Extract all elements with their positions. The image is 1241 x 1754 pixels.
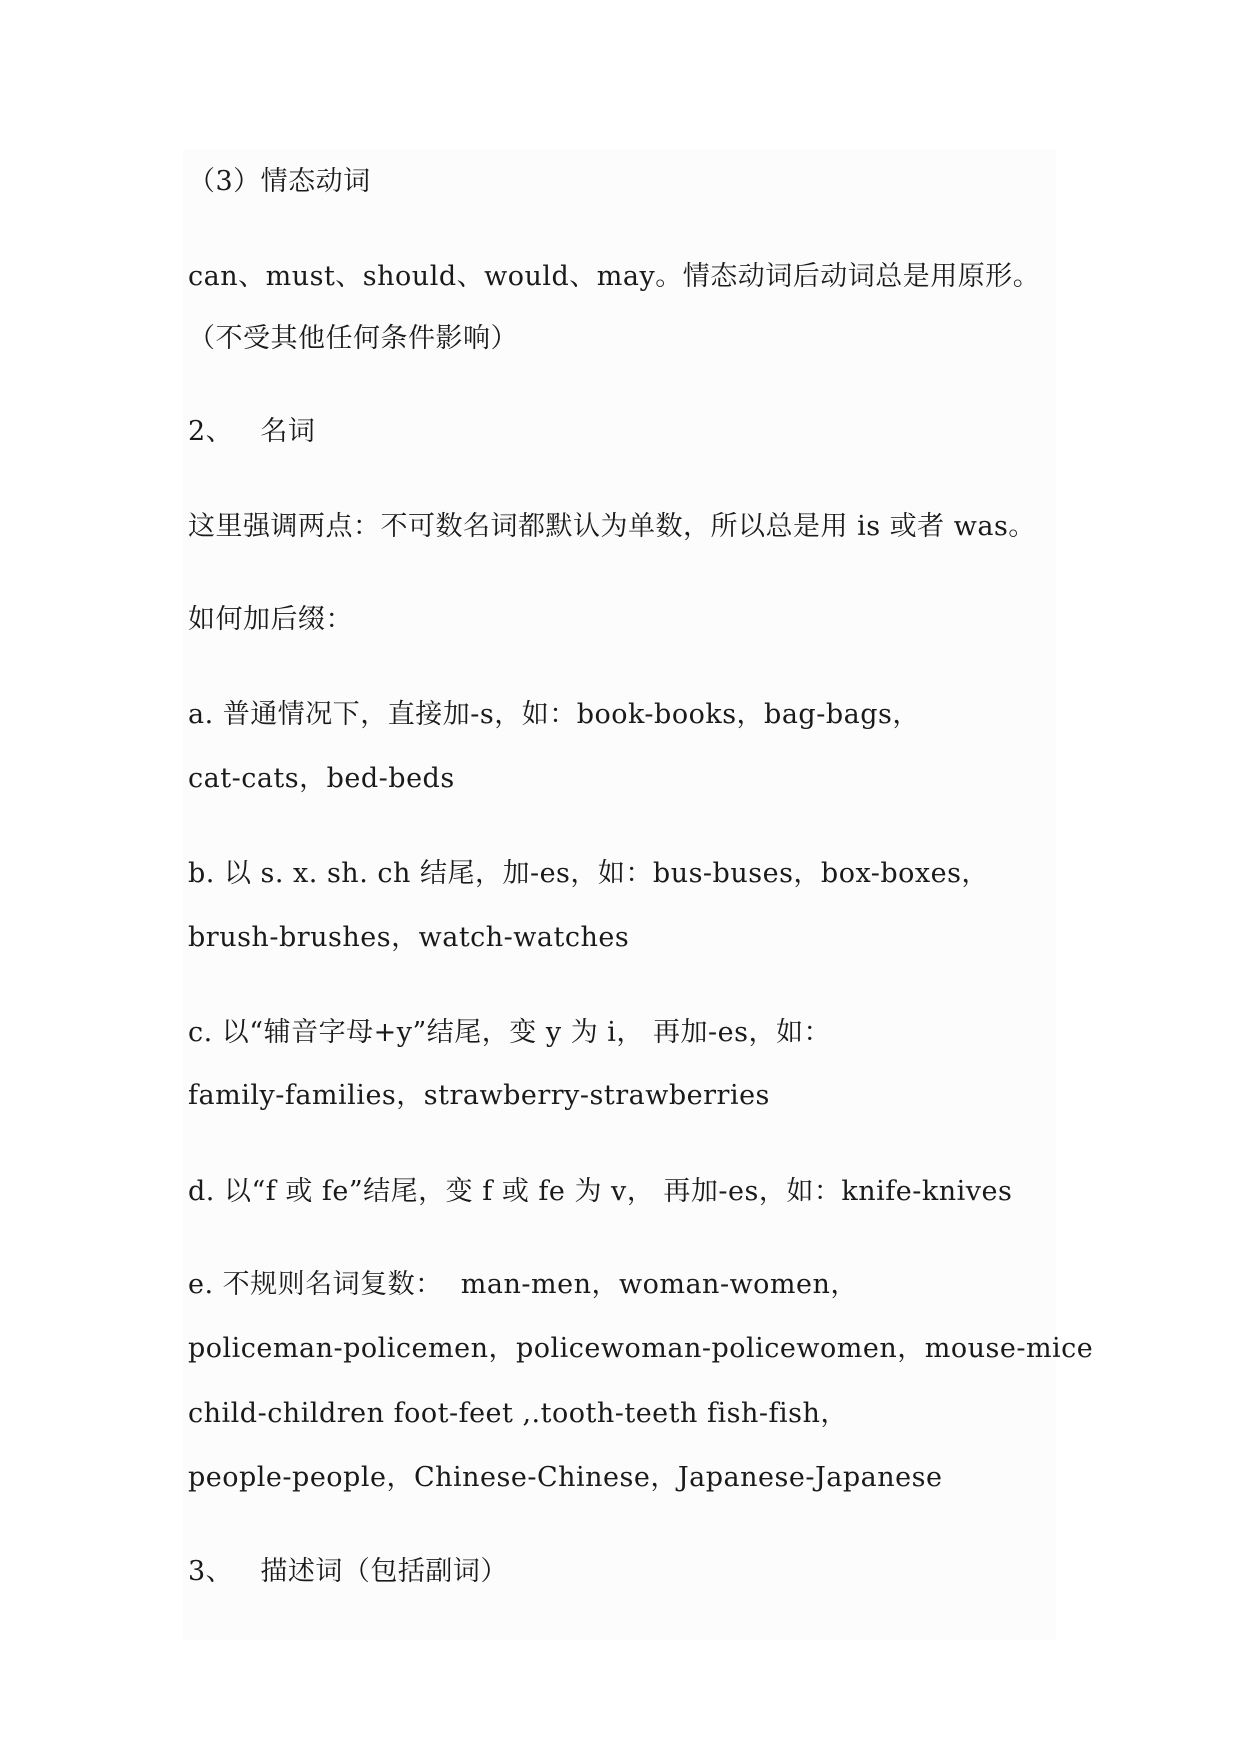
noun-note: 这里强调两点：不可数名词都默认为单数，所以总是用 is 或者 was。 [188,511,1036,542]
section-heading-descriptors: 3、 描述词（包括副词） [188,1556,508,1587]
section-heading-nouns: 2、 名词 [188,416,316,447]
rule-c-line: c. 以“辅音字母+y”结尾，变 y 为 i， 再加-es，如： [188,1017,831,1048]
rule-e-examples-3: people-people，Chinese-Chinese，Japanese-Japanese [188,1462,943,1493]
rule-e-examples-2: child-children foot-feet ,.tooth-teeth fish-fish， [188,1398,848,1429]
modal-verbs-line: can、must、should、would、may。情态动词后动词总是用原形。 [188,261,1041,292]
rule-b-examples: brush-brushes，watch-watches [188,922,630,953]
rule-e-examples-1: policeman-policemen，policewoman-policewomen，mouse-mice [188,1333,1094,1364]
rule-a-examples: cat-cats，bed-beds [188,763,455,794]
section-heading-modal-verbs: （3）情态动词 [188,166,371,197]
modal-verbs-note: （不受其他任何条件影响） [188,323,518,354]
rule-a-line: a. 普通情况下，直接加-s，如：book-books，bag-bags， [188,699,920,730]
rule-c-examples: family-families，strawberry-strawberries [188,1080,770,1111]
rule-e-line: e. 不规则名词复数： man-men，woman-women， [188,1269,858,1300]
suffix-heading: 如何加后缀： [188,604,353,635]
rule-b-line: b. 以 s. x. sh. ch 结尾，加-es，如：bus-buses，box-boxes， [188,858,989,889]
rule-d-line: d. 以“f 或 fe”结尾，变 f 或 fe 为 v， 再加-es，如：knife-knives [188,1176,1013,1207]
